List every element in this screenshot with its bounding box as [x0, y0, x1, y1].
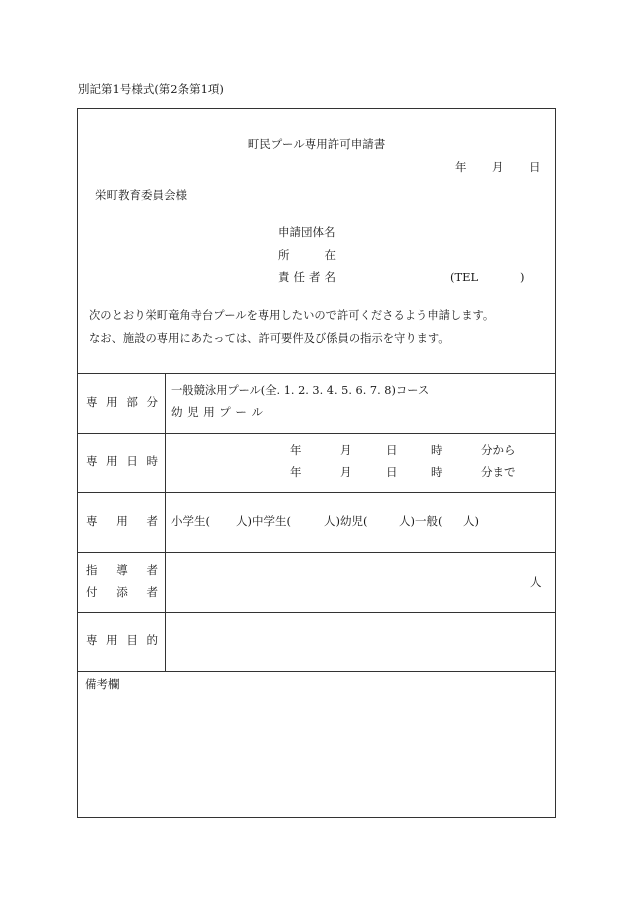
application-form: [77, 108, 556, 818]
datetime-from-row[interactable]: [78, 445, 555, 459]
label-char: 名: [324, 270, 336, 284]
label-char: 添: [116, 585, 128, 599]
label-char: 時: [146, 454, 158, 468]
pool-course-option[interactable]: 一般競泳用プール(全. 1. 2. 3. 4. 5. 6. 7. 8)コース: [171, 384, 430, 397]
label-char: 用: [106, 633, 118, 647]
label-char: 指: [86, 563, 98, 577]
unit-day: 日: [386, 443, 398, 457]
label-char: 分: [146, 395, 158, 409]
label-char: 専: [86, 514, 98, 528]
users-general-close: 人): [463, 514, 479, 528]
unit-year: 年: [290, 443, 302, 457]
label-char: 児: [187, 405, 199, 419]
label-char: 専: [86, 633, 98, 647]
label-char: 専: [86, 395, 98, 409]
table-top-border: [78, 373, 555, 374]
remarks-label: 備考欄: [85, 677, 120, 691]
label-char: 者: [146, 514, 158, 528]
label-char: 用: [106, 395, 118, 409]
label-char: 任: [293, 270, 305, 284]
label-char: ー: [235, 405, 247, 419]
unit-hour: 時: [431, 443, 443, 457]
label-char: 幼: [171, 405, 183, 419]
row-divider: [78, 671, 555, 672]
row-divider: [78, 612, 555, 613]
label-char: 部: [126, 395, 138, 409]
date-day[interactable]: 日: [529, 160, 541, 174]
label-char: 導: [116, 563, 128, 577]
datetime-to-row[interactable]: [78, 467, 555, 481]
users-elementary[interactable]: 小学生(: [171, 514, 210, 528]
row-divider: [78, 433, 555, 434]
column-divider: [165, 373, 166, 671]
row-divider: [78, 552, 555, 553]
label-char: 日: [126, 454, 138, 468]
label-char: 者: [146, 563, 158, 577]
leader-unit: 人: [530, 575, 542, 589]
section-label: [86, 397, 158, 409]
label-char: 目: [126, 633, 138, 647]
tel-label: (TEL: [450, 270, 479, 284]
label-char: 専: [86, 454, 98, 468]
label-char: 在: [324, 248, 336, 262]
to-suffix: 分まで: [481, 465, 516, 479]
users-infant[interactable]: 人)幼児(: [324, 514, 368, 528]
row-divider: [78, 492, 555, 493]
body-line-1: 次のとおり栄町竜角寺台プールを専用したいので許可くださるよう申請します。: [89, 309, 495, 322]
tel-close: ): [520, 270, 525, 284]
unit-month: 月: [340, 465, 352, 479]
label-char: 者: [309, 270, 321, 284]
users-label: [86, 516, 158, 528]
body-line-2: なお、施設の専用にあたっては、許可要件及び係員の指示を守ります。: [89, 332, 450, 345]
label-char: 用: [203, 405, 215, 419]
unit-month: 月: [340, 443, 352, 457]
purpose-label: [86, 635, 158, 647]
label-char: 所: [278, 248, 290, 262]
users-general[interactable]: 人)一般(: [399, 514, 443, 528]
label-char: 付: [86, 585, 98, 599]
label-char: ル: [251, 405, 263, 419]
applicant-responsible-label: [278, 272, 336, 284]
form-title: 町民プール専用許可申請書: [247, 137, 386, 151]
from-suffix: 分から: [481, 443, 516, 457]
unit-year: 年: [290, 465, 302, 479]
unit-hour: 時: [431, 465, 443, 479]
addressee: 栄町教育委員会様: [95, 188, 187, 202]
form-number-label: 別記第1号様式(第2条第1項): [78, 82, 224, 96]
applicant-address-label: [278, 250, 336, 262]
date-year[interactable]: 年: [455, 160, 467, 174]
label-char: 者: [146, 585, 158, 599]
unit-day: 日: [386, 465, 398, 479]
label-char: 用: [116, 514, 128, 528]
attendant-label: [86, 587, 158, 599]
leader-label: [86, 565, 158, 577]
date-month[interactable]: 月: [492, 160, 504, 174]
users-junior-high[interactable]: 人)中学生(: [236, 514, 291, 528]
infant-pool-option[interactable]: [171, 407, 263, 419]
label-char: 的: [146, 633, 158, 647]
label-char: プ: [219, 405, 231, 419]
label-char: 責: [278, 270, 290, 284]
label-char: 用: [106, 454, 118, 468]
applicant-group-label: 申請団体名: [278, 225, 336, 239]
